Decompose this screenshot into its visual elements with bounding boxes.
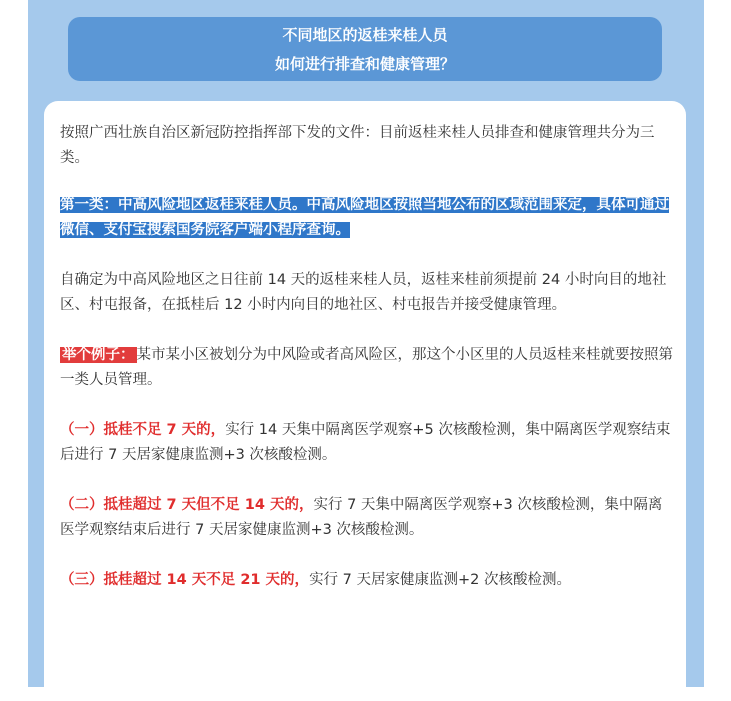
list-item-2-text: 实行 7 天集中隔离医学观察+3 次核酸检测，集中隔离医学观察结束后进行 7 天居家健康监测+3 次核酸检测。	[60, 497, 663, 538]
title-banner	[68, 17, 662, 81]
rule-paragraph: 自确定为中高风险地区之日往前 14 天的返桂来桂人员，返桂来桂前须提前 24 小时向目的地社区、村屯报备，在抵桂后 12 小时内向目的地社区、村屯报告并接受健康管理。	[60, 272, 667, 313]
banner-title-line1: 不同地区的返桂来桂人员	[282, 26, 448, 44]
example-text: 某市某小区被划分为中风险或者高风险区，那这个小区里的人员返桂来桂就要按照第一类人员管理。	[60, 347, 673, 388]
article-body	[60, 121, 676, 618]
list-item-1-prefix: （一）抵桂不足 7 天的，	[60, 422, 226, 438]
list-item-2	[60, 493, 676, 543]
example-paragraph	[60, 343, 676, 393]
category1-paragraph	[60, 193, 676, 243]
list-item-3-prefix: （三）抵桂超过 14 天不足 21 天的，	[60, 572, 310, 588]
list-item-3	[60, 568, 676, 593]
category1-highlight: 第一类：中高风险地区返桂来桂人员。中高风险地区按照当地公布的区域范围来定，具体可通过微信、支付宝搜索国务院客户端小程序查询。	[60, 197, 669, 238]
intro-paragraph: 按照广西壮族自治区新冠防控指挥部下发的文件：目前返桂来桂人员排查和健康管理共分为三类。	[60, 125, 655, 166]
example-tag: 举个例子：	[62, 347, 135, 363]
list-item-1-text: 实行 14 天集中隔离医学观察+5 次核酸检测，集中隔离医学观察结束后进行 7 天居家健康监测+3 次核酸检测。	[60, 422, 671, 463]
list-item-1	[60, 418, 676, 468]
banner-title-line2: 如何进行排查和健康管理？	[274, 55, 455, 73]
list-item-3-text: 实行 7 天居家健康监测+2 次核酸检测。	[309, 572, 571, 588]
list-item-2-prefix: （二）抵桂超过 7 天但不足 14 天的，	[60, 497, 314, 513]
